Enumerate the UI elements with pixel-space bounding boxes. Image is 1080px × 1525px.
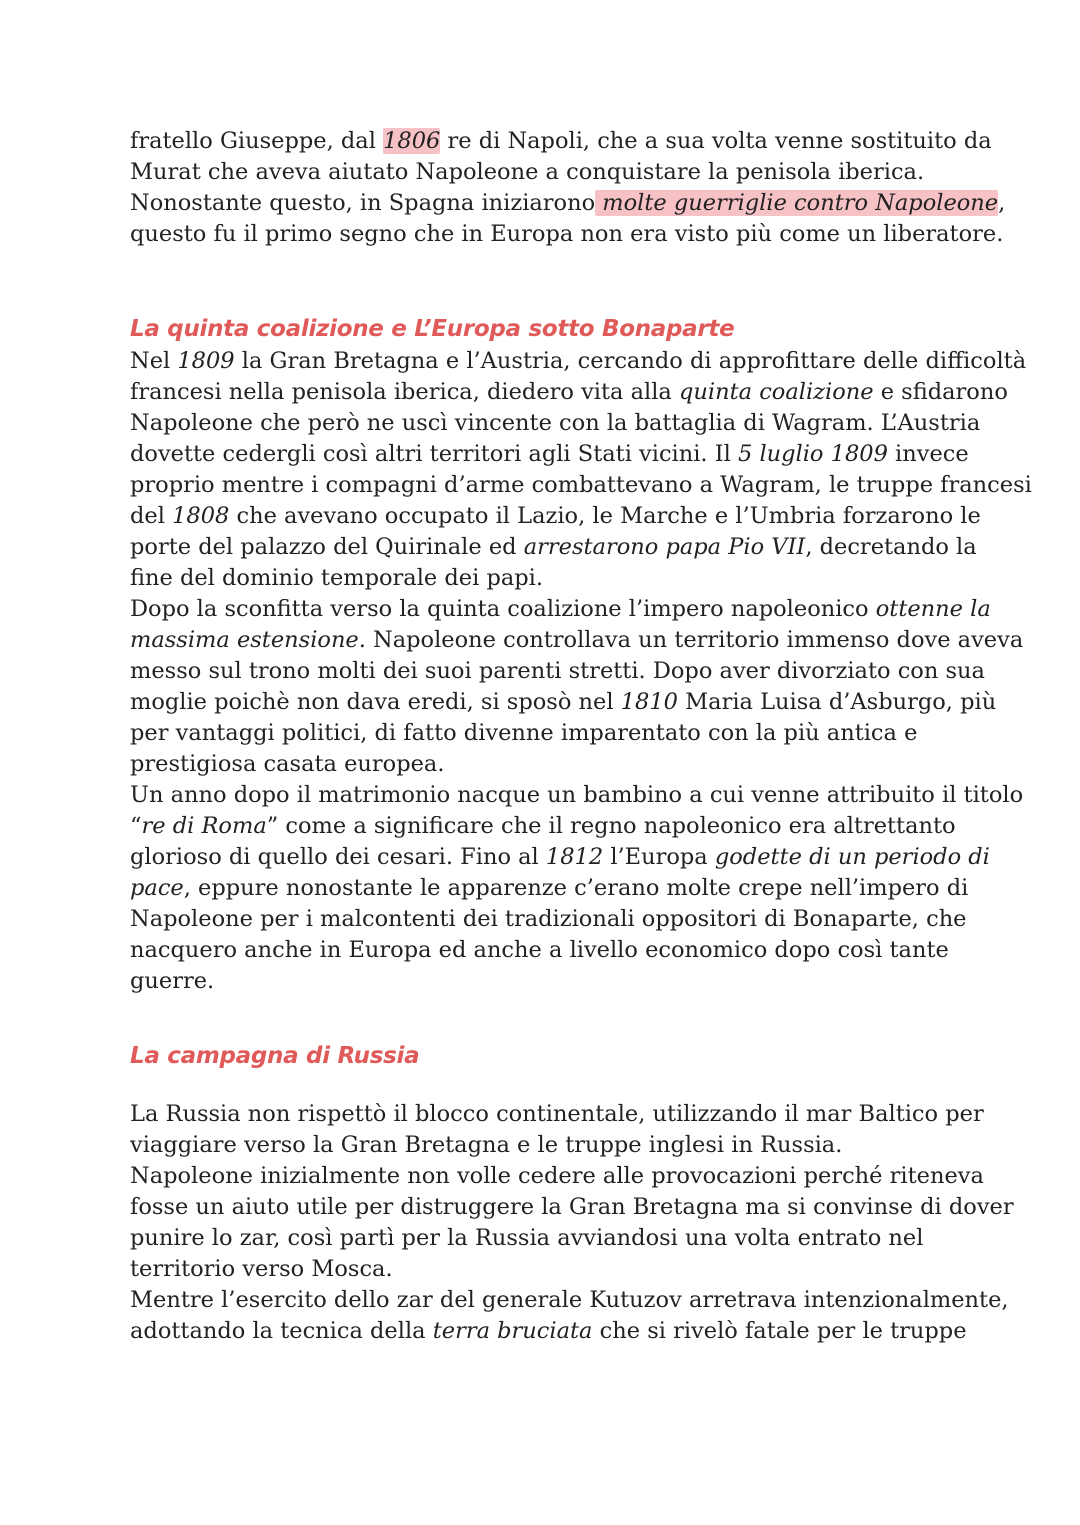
text-line <box>130 594 991 625</box>
paragraph-russia-campaign <box>130 1099 1014 1347</box>
text-line: Un anno dopo il matrimonio nacque un bambino a cui venne attribuito il titolo <box>130 782 1024 808</box>
italic-text: pace <box>130 875 184 901</box>
text-line <box>130 439 969 470</box>
section-heading-fifth-coalition: La quinta coalizione e L’Europa sotto Bonaparte <box>130 316 735 342</box>
text: e sfidarono <box>873 379 1008 405</box>
text: glorioso di quello dei cesari. Fino al <box>130 844 546 870</box>
text-line: guerre. <box>130 968 215 994</box>
italic-text: arrestarono papa Pio VII <box>523 534 806 560</box>
text: la Gran Bretagna e l’Austria, cercando di approfittare delle difficoltà <box>234 348 1027 374</box>
text-line <box>130 687 997 718</box>
text-line: Napoleone che però ne uscì vincente con la battaglia di Wagram. L’Austria <box>130 410 981 436</box>
italic-text: 1808 <box>172 503 230 529</box>
text: invece <box>887 441 969 467</box>
text-line: territorio verso Mosca. <box>130 1256 393 1282</box>
text-line: Napoleone inizialmente non volle cedere alle provocazioni perché riteneva <box>130 1163 984 1189</box>
text-line <box>130 377 1008 408</box>
text: Nel <box>130 348 178 374</box>
text-line: viaggiare verso la Gran Bretagna e le truppe inglesi in Russia. <box>130 1132 843 1158</box>
text-line <box>130 625 1024 656</box>
text: , <box>998 190 1006 216</box>
text-line: proprio mentre i compagni d’arme combattevano a Wagram, le truppe francesi <box>130 472 1032 498</box>
text: Nonostante questo, in Spagna iniziarono <box>130 190 596 216</box>
text-line <box>130 842 990 873</box>
text: che avevano occupato il Lazio, le Marche e l’Umbria forzarono le <box>229 503 981 529</box>
text: Dopo la sconfitta verso la quinta coalizione l’impero napoleonico <box>130 596 876 622</box>
text-line <box>130 346 1027 377</box>
text-line <box>130 532 977 563</box>
text-line <box>130 188 1006 219</box>
text-line: messo sul trono molti dei suoi parenti stretti. Dopo aver divorziato con sua <box>130 658 985 684</box>
text-line: fosse un aiuto utile per distruggere la Gran Bretagna ma si convinse di dover <box>130 1194 1014 1220</box>
text: fratello Giuseppe, dal <box>130 128 384 154</box>
text-line <box>130 126 992 157</box>
text-line <box>130 1316 967 1347</box>
text: Maria Luisa d’Asburgo, più <box>677 689 997 715</box>
italic-text: terra bruciata <box>432 1318 593 1344</box>
text-line: prestigiosa casata europea. <box>130 751 445 777</box>
text-line <box>130 811 960 842</box>
italic-text: ottenne la <box>875 596 991 622</box>
italic-text: re di Roma <box>141 813 267 839</box>
highlight-phrase: molte guerriglie contro Napoleone <box>595 190 999 216</box>
text-line: nacquero anche in Europa ed anche a livello economico dopo così tante <box>130 937 949 963</box>
italic-text: 5 luglio 1809 <box>737 441 888 467</box>
text: , decretando la <box>805 534 977 560</box>
text-line: Murat che aveva aiutato Napoleone a conquistare la penisola iberica. <box>130 159 925 185</box>
text: che si rivelò fatale per le truppe <box>592 1318 967 1344</box>
text: re di Napoli, che a sua volta venne sostituito da <box>440 128 992 154</box>
text-line: Mentre l’esercito dello zar del generale Kutuzov arretrava intenzionalmente, <box>130 1287 1009 1313</box>
text: francesi nella penisola iberica, diedero vita alla <box>130 379 679 405</box>
italic-text: 1809 <box>177 348 235 374</box>
text: “ <box>130 813 142 839</box>
text-line: fine del dominio temporale dei papi. <box>130 565 544 591</box>
text-line: per vantaggi politici, di fatto divenne imparentato con la più antica e <box>130 720 918 746</box>
text: dovette cedergli così altri territori agli Stati vicini. Il <box>130 441 738 467</box>
text-line: La Russia non rispettò il blocco continentale, utilizzando il mar Baltico per <box>130 1101 984 1127</box>
text: l’Europa <box>603 844 715 870</box>
text: moglie poichè non dava eredi, si sposò nel <box>130 689 621 715</box>
text-line: punire lo zar, così partì per la Russia avviandosi una volta entrato nel <box>130 1225 924 1251</box>
text-line: questo fu il primo segno che in Europa non era visto più come un liberatore. <box>130 221 1004 247</box>
text-line <box>130 873 969 904</box>
paragraph-fifth-coalition <box>130 346 1032 997</box>
italic-text: 1810 <box>620 689 678 715</box>
text: adottando la tecnica della <box>130 1318 433 1344</box>
document-page <box>130 126 1032 1347</box>
text-line: Napoleone per i malcontenti dei tradizionali oppositori di Bonaparte, che <box>130 906 967 932</box>
highlight-date: 1806 <box>383 128 441 154</box>
section-heading-russia-campaign: La campagna di Russia <box>130 1043 420 1069</box>
text: , eppure nonostante le apparenze c’erano molte crepe nell’impero di <box>183 875 969 901</box>
italic-text: godette di un periodo di <box>714 844 990 870</box>
italic-text: 1812 <box>545 844 604 870</box>
text-line <box>130 501 981 532</box>
text: ” come a significare che il regno napoleonico era altrettanto <box>266 813 956 839</box>
text: porte del palazzo del Quirinale ed <box>130 534 524 560</box>
text: del <box>130 503 173 529</box>
text: . Napoleone controllava un territorio immenso dove aveva <box>358 627 1024 653</box>
paragraph-spain <box>130 126 1006 250</box>
italic-text: quinta coalizione <box>679 379 874 405</box>
italic-text: massima estensione <box>130 627 359 653</box>
